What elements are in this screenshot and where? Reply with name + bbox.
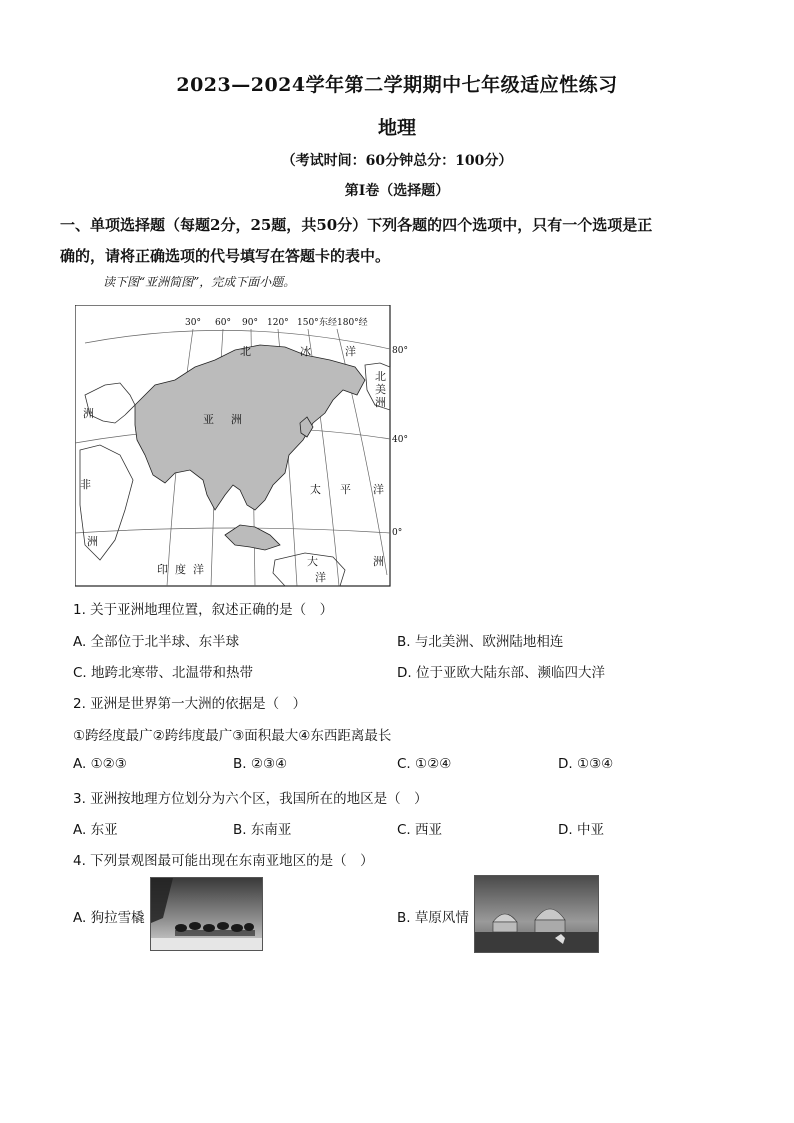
lon-label-60: 60°	[215, 318, 231, 328]
dog-sled-photo[interactable]	[150, 877, 263, 951]
label-ocean: 洋	[345, 345, 356, 358]
lon-label-30: 30°	[185, 318, 201, 328]
q1-option-b[interactable]: B. 与北美洲、欧洲陆地相连	[397, 634, 564, 650]
subject-title: 地理	[377, 117, 416, 139]
label-asia-1: 亚	[203, 413, 214, 426]
exam-info: （考试时间：60分钟总分：100分）	[281, 153, 513, 169]
page-title: 2023—2024学年第二学期期中七年级适应性练习	[176, 74, 618, 96]
grassland-photo[interactable]	[474, 875, 599, 953]
lat-label-80: 80°	[392, 346, 408, 356]
label-aus-3: 洲	[373, 555, 384, 568]
instruction-line-1: 一、单项选择题（每题2分，25题，共50分）下列各题的四个选项中，只有一个选项是正	[60, 216, 653, 234]
label-na-1: 北	[375, 370, 386, 383]
q2-option-d[interactable]: D. ①③④	[558, 756, 614, 772]
question-1-stem: 1. 关于亚洲地理位置，叙述正确的是（ ）	[73, 602, 334, 618]
q4-option-a[interactable]: A. 狗拉雪橇	[73, 910, 145, 926]
lon-label-150: 150°	[297, 318, 319, 328]
q2-option-c[interactable]: C. ①②④	[397, 756, 452, 772]
label-pacific-2: 平	[340, 483, 351, 496]
label-asia-2: 洲	[231, 413, 242, 426]
question-lead: 读下图“亚洲简图”，完成下面小题。	[103, 275, 296, 289]
q1-option-c[interactable]: C. 地跨北寒带、北温带和热带	[73, 665, 254, 681]
q3-option-a[interactable]: A. 东亚	[73, 822, 118, 838]
section-instruction	[60, 210, 740, 272]
lon-label-180: 东经180°经	[319, 318, 368, 328]
q4-option-b[interactable]: B. 草原风情	[397, 910, 469, 926]
lon-label-120: 120°	[267, 318, 289, 328]
q2-option-a[interactable]: A. ①②③	[73, 756, 127, 772]
label-indian-2: 度	[175, 563, 186, 576]
q3-option-c[interactable]: C. 西亚	[397, 822, 443, 838]
label-pacific-3: 洋	[373, 483, 384, 496]
q2-option-b[interactable]: B. ②③④	[233, 756, 288, 772]
q1-option-a[interactable]: A. 全部位于北半球、东半球	[73, 634, 240, 650]
label-aus-1: 大	[307, 555, 318, 568]
question-3-stem: 3. 亚洲按地理方位划分为六个区，我国所在的地区是（ ）	[73, 791, 428, 807]
q1-option-d[interactable]: D. 位于亚欧大陆东部、濒临四大洋	[397, 665, 605, 681]
label-europe: 洲	[83, 407, 94, 420]
label-pacific-1: 太	[310, 483, 321, 496]
label-ice: 冰	[300, 345, 311, 358]
label-africa-2: 洲	[87, 535, 98, 548]
label-aus-2: 洋	[315, 571, 326, 584]
question-2-stem: 2. 亚洲是世界第一大洲的依据是（ ）	[73, 696, 307, 712]
label-indian-1: 印	[157, 563, 168, 576]
lat-label-40: 40°	[392, 435, 408, 445]
lat-label-0: 0°	[392, 528, 403, 538]
lon-label-90: 90°	[242, 318, 258, 328]
label-africa-1: 非	[80, 478, 91, 491]
label-na-2: 美	[375, 383, 386, 396]
question-4-stem: 4. 下列景观图最可能出现在东南亚地区的是（ ）	[73, 853, 374, 869]
label-north: 北	[240, 345, 251, 358]
instruction-line-2: 确的，请将正确选项的代号填写在答题卡的表中。	[60, 247, 391, 265]
question-2-statements: ①跨经度最广②跨纬度最广③面积最大④东西距离最长	[73, 728, 392, 744]
q3-option-d[interactable]: D. 中亚	[558, 822, 604, 838]
label-na-3: 洲	[375, 396, 386, 409]
q3-option-b[interactable]: B. 东南亚	[233, 822, 292, 838]
label-indian-3: 洋	[193, 563, 204, 576]
volume-title: 第Ⅰ卷（选择题）	[344, 183, 450, 199]
asia-map	[75, 305, 420, 587]
